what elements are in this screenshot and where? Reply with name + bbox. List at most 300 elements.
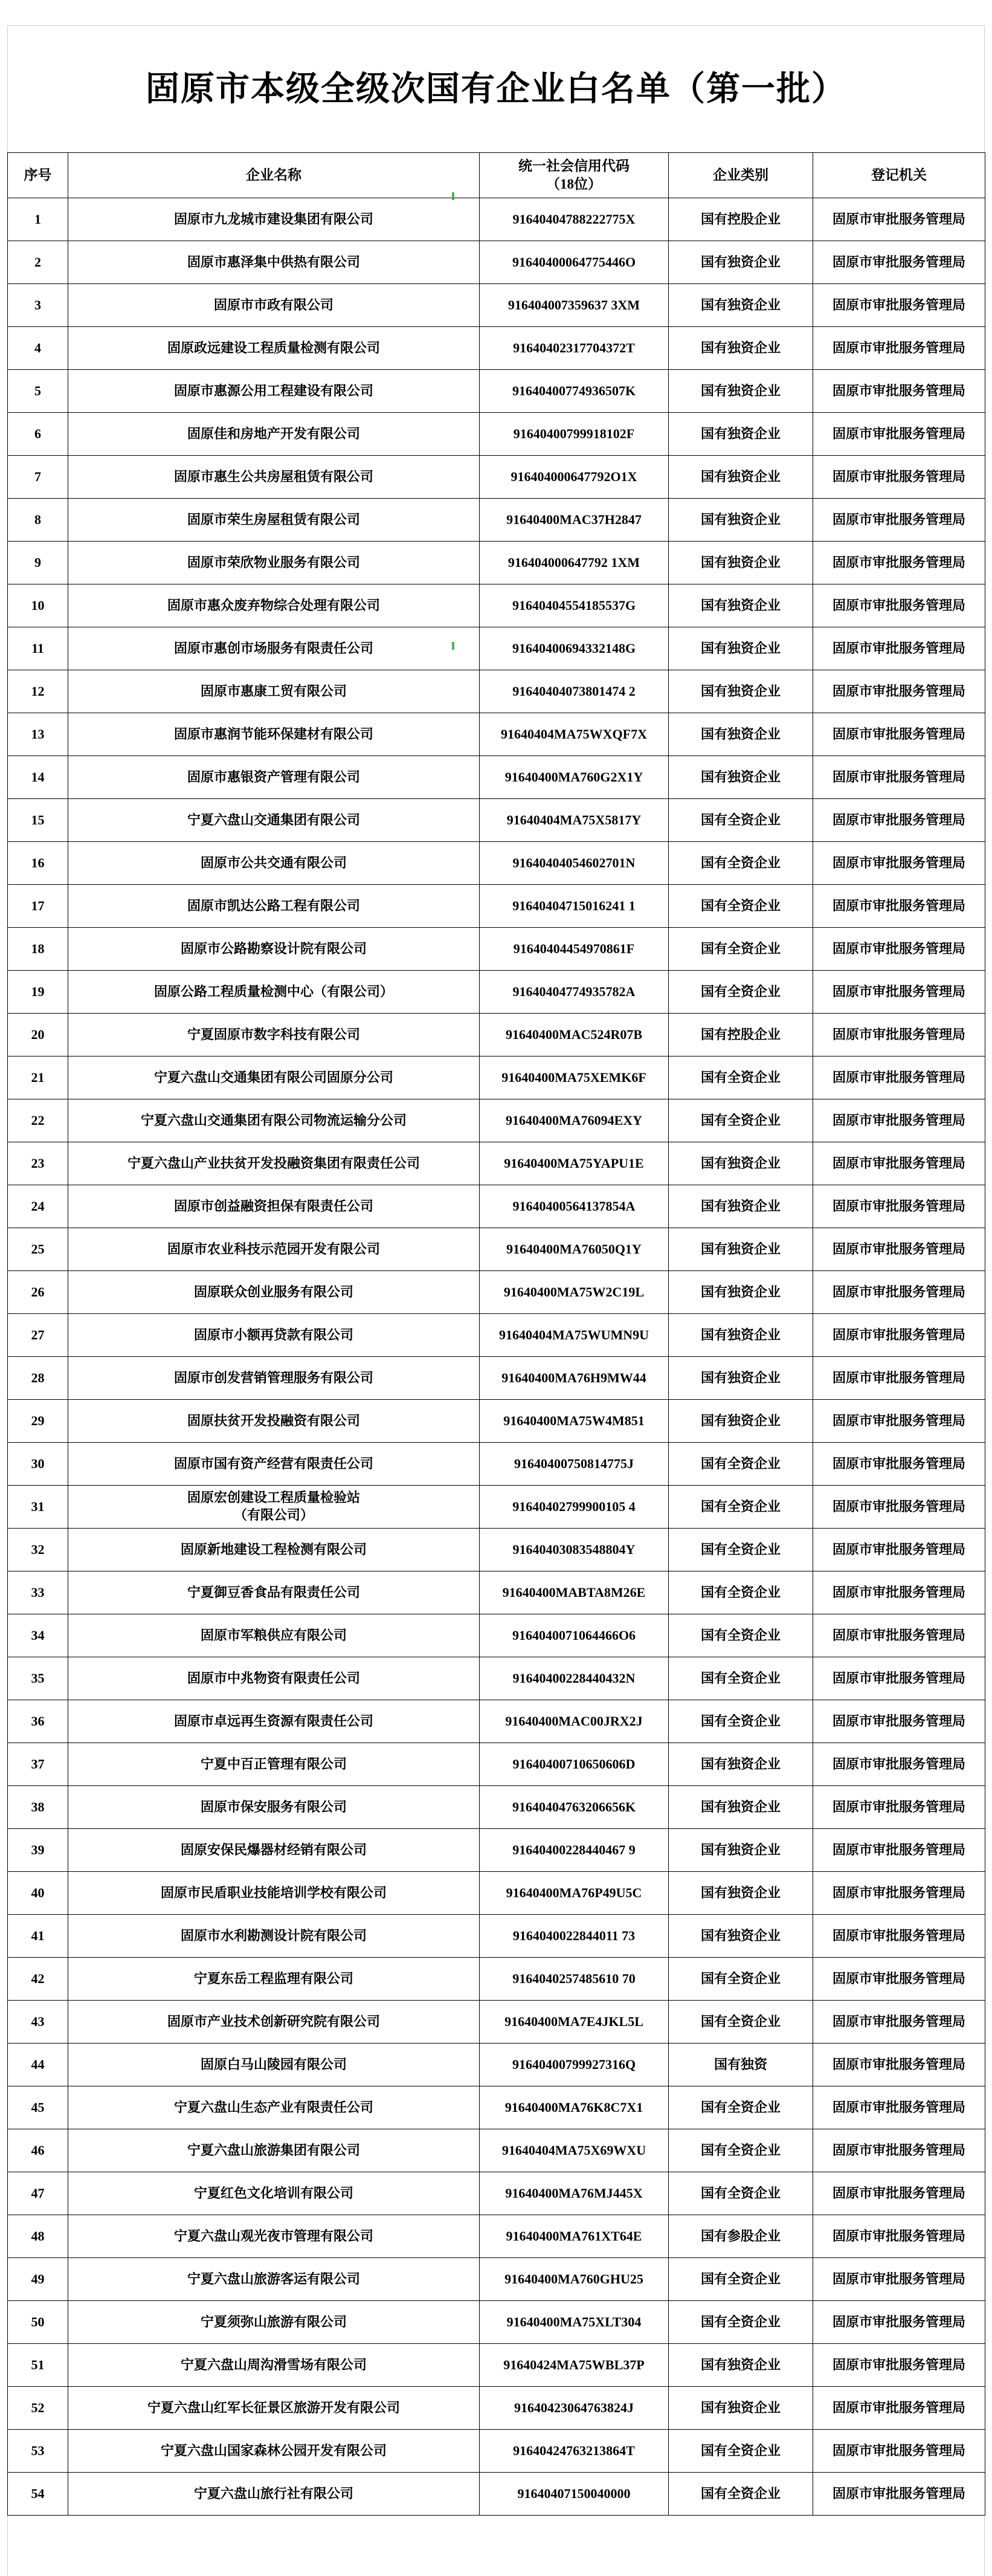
cell-registration-authority: 固原市审批服务管理局 [813,241,985,283]
cell-enterprise-name: 宁夏六盘山交通集团有限公司 [68,798,480,841]
cell-enterprise-name: 宁夏六盘山交通集团有限公司物流运输分公司 [68,1099,480,1142]
cell-registration-authority: 固原市审批服务管理局 [813,2429,985,2472]
cell-credit-code: 91640400MA76H9MW44 [480,1356,669,1399]
table-row [8,884,985,927]
cell-credit-code: 91640400799927316Q [480,2043,669,2086]
cell-credit-code: 91640400064775446O [480,241,669,283]
cell-registration-authority: 固原市审批服务管理局 [813,1571,985,1614]
cell-credit-code: 91640400MABTA8M26E [480,1571,669,1614]
cell-enterprise-name: 宁夏六盘山旅行社有限公司 [68,2472,480,2515]
table-row [8,2172,985,2215]
cell-credit-code: 91640402799900105 4 [480,1485,669,1528]
cell-enterprise-name: 宁夏六盘山产业扶贫开发投融资集团有限责任公司 [68,1142,480,1185]
cell-registration-authority: 固原市审批服务管理局 [813,455,985,498]
cell-credit-code: 91640404554185537G [480,584,669,627]
cell-registration-authority: 固原市审批服务管理局 [813,756,985,798]
table-header-row [8,152,985,198]
table-row [8,283,985,326]
cell-enterprise-name: 固原市惠银资产管理有限公司 [68,756,480,798]
table-row [8,1313,985,1356]
cell-registration-authority: 固原市审批服务管理局 [813,2086,985,2129]
cell-registration-authority: 固原市审批服务管理局 [813,1313,985,1356]
cell-registration-authority: 固原市审批服务管理局 [813,1099,985,1142]
table-header [8,152,985,198]
column-header-credit-code-line1: 统一社会信用代码 [518,158,630,174]
cell-index: 37 [8,1743,68,1785]
cell-enterprise-type: 国有独资 [669,2043,813,2086]
table-row [8,1743,985,1785]
cell-index: 45 [8,2086,68,2129]
cell-enterprise-name: 固原市惠泽集中供热有限公司 [68,241,480,283]
cell-index: 10 [8,584,68,627]
cell-credit-code: 91640400MA760GHU25 [480,2257,669,2300]
cell-index: 49 [8,2257,68,2300]
cell-registration-authority: 固原市审批服务管理局 [813,326,985,369]
column-header-credit-code-line2: （18位） [546,176,602,192]
cell-credit-code: 9164040257485610 70 [480,1957,669,2000]
table-row [8,455,985,498]
cell-registration-authority: 固原市审批服务管理局 [813,1700,985,1743]
cell-credit-code: 91640404715016241 1 [480,884,669,927]
table-row [8,2472,985,2515]
table-row [8,1485,985,1528]
cell-enterprise-type: 国有独资企业 [669,455,813,498]
column-header-enterprise-type: 企业类别 [669,152,813,198]
cell-enterprise-name: 固原市惠众废弃物综合处理有限公司 [68,584,480,627]
table-row [8,1785,985,1828]
cell-enterprise-name: 固原市卓远再生资源有限责任公司 [68,1700,480,1743]
cell-registration-authority: 固原市审批服务管理局 [813,2172,985,2215]
cell-enterprise-type: 国有独资企业 [669,498,813,541]
cell-registration-authority: 固原市审批服务管理局 [813,1056,985,1099]
cell-enterprise-type: 国有独资企业 [669,1914,813,1957]
cell-index: 5 [8,369,68,412]
cell-registration-authority: 固原市审批服务管理局 [813,584,985,627]
cell-index: 38 [8,1785,68,1828]
cell-credit-code: 91640402317704372T [480,326,669,369]
cell-enterprise-type: 国有独资企业 [669,1356,813,1399]
cell-index: 23 [8,1142,68,1185]
cell-registration-authority: 固原市审批服务管理局 [813,841,985,884]
cell-enterprise-name: 固原市惠源公用工程建设有限公司 [68,369,480,412]
cell-index: 28 [8,1356,68,1399]
cell-enterprise-name: 宁夏六盘山周沟滑雪场有限公司 [68,2343,480,2386]
cell-credit-code: 91640423064763824J [480,2386,669,2429]
cell-enterprise-name [68,1485,480,1528]
cell-enterprise-name: 固原市水利勘测设计院有限公司 [68,1914,480,1957]
cell-index: 46 [8,2129,68,2172]
cell-registration-authority: 固原市审批服务管理局 [813,2043,985,2086]
cell-index: 29 [8,1399,68,1442]
cell-enterprise-type: 国有全资企业 [669,1614,813,1657]
cell-enterprise-type: 国有控股企业 [669,198,813,241]
cell-index: 14 [8,756,68,798]
cell-enterprise-name: 宁夏六盘山观光夜市管理有限公司 [68,2215,480,2257]
cell-enterprise-name: 宁夏六盘山国家森林公园开发有限公司 [68,2429,480,2472]
cell-credit-code: 916404000647792 1XM [480,541,669,584]
cell-credit-code: 91640400MA761XT64E [480,2215,669,2257]
cell-registration-authority: 固原市审批服务管理局 [813,627,985,670]
cell-registration-authority: 固原市审批服务管理局 [813,1228,985,1270]
cell-enterprise-name: 宁夏六盘山交通集团有限公司固原分公司 [68,1056,480,1099]
cell-index: 20 [8,1013,68,1056]
table-row [8,1228,985,1270]
cell-index: 36 [8,1700,68,1743]
table-row [8,2215,985,2257]
cell-credit-code: 91640403083548804Y [480,1528,669,1571]
table-row [8,584,985,627]
cell-credit-code: 91640404MA75X69WXU [480,2129,669,2172]
cell-enterprise-type: 国有控股企业 [669,1013,813,1056]
cell-registration-authority: 固原市审批服务管理局 [813,1614,985,1657]
cell-index: 51 [8,2343,68,2386]
cell-enterprise-name: 固原佳和房地产开发有限公司 [68,412,480,455]
title-block [0,0,992,152]
cell-registration-authority: 固原市审批服务管理局 [813,541,985,584]
table-row [8,1356,985,1399]
cell-enterprise-name: 固原市荣欣物业服务有限公司 [68,541,480,584]
cell-enterprise-type: 国有独资企业 [669,541,813,584]
table-row [8,326,985,369]
cell-credit-code: 91640400774936507K [480,369,669,412]
cell-credit-code: 91640404774935782A [480,970,669,1013]
cell-enterprise-name: 固原联众创业服务有限公司 [68,1270,480,1313]
cell-enterprise-type: 国有全资企业 [669,1528,813,1571]
cell-enterprise-type: 国有独资企业 [669,1185,813,1228]
cell-registration-authority: 固原市审批服务管理局 [813,498,985,541]
cell-enterprise-name: 固原市军粮供应有限公司 [68,1614,480,1657]
cell-enterprise-type: 国有全资企业 [669,1442,813,1485]
cell-enterprise-name: 固原市小额再贷款有限公司 [68,1313,480,1356]
cell-enterprise-type: 国有独资企业 [669,1399,813,1442]
cell-enterprise-name: 固原扶贫开发投融资有限公司 [68,1399,480,1442]
cell-enterprise-type: 国有参股企业 [669,2215,813,2257]
cell-registration-authority: 固原市审批服务管理局 [813,2386,985,2429]
cell-enterprise-type: 国有全资企业 [669,884,813,927]
cell-enterprise-name: 固原市公共交通有限公司 [68,841,480,884]
cell-credit-code: 91640400MA760G2X1Y [480,756,669,798]
cell-index: 11 [8,627,68,670]
cell-enterprise-type: 国有独资企业 [669,756,813,798]
cell-index: 18 [8,927,68,970]
table-row [8,1142,985,1185]
cell-credit-code: 91640404MA75X5817Y [480,798,669,841]
cell-index: 50 [8,2300,68,2343]
cell-index: 53 [8,2429,68,2472]
cell-enterprise-name: 固原市国有资产经营有限责任公司 [68,1442,480,1485]
cell-index: 2 [8,241,68,283]
cell-enterprise-type: 国有全资企业 [669,970,813,1013]
cell-enterprise-name: 固原市产业技术创新研究院有限公司 [68,2000,480,2043]
cell-registration-authority: 固原市审批服务管理局 [813,798,985,841]
cell-enterprise-name: 固原市凯达公路工程有限公司 [68,884,480,927]
cell-enterprise-name: 宁夏御豆香食品有限责任公司 [68,1571,480,1614]
table-row [8,1828,985,1871]
cell-enterprise-name-line2: （有限公司） [233,1507,314,1523]
table-row [8,369,985,412]
cell-enterprise-name: 宁夏红色文化培训有限公司 [68,2172,480,2215]
cell-credit-code: 91640400MA7E4JKL5L [480,2000,669,2043]
table-row [8,713,985,756]
table-row [8,2386,985,2429]
cell-registration-authority: 固原市审批服务管理局 [813,2000,985,2043]
cell-index: 48 [8,2215,68,2257]
cell-index: 41 [8,1914,68,1957]
cell-enterprise-type: 国有独资企业 [669,326,813,369]
table-row [8,1871,985,1914]
table-row [8,1185,985,1228]
cell-index: 42 [8,1957,68,2000]
table-row [8,198,985,241]
cell-registration-authority: 固原市审批服务管理局 [813,1442,985,1485]
cell-index: 31 [8,1485,68,1528]
cell-enterprise-type: 国有全资企业 [669,1571,813,1614]
enterprise-whitelist-table [7,152,985,2516]
table-row [8,2086,985,2129]
cell-index: 3 [8,283,68,326]
cell-enterprise-name: 固原市惠润节能环保建材有限公司 [68,713,480,756]
cell-index: 33 [8,1571,68,1614]
table-row [8,2257,985,2300]
cell-enterprise-type: 国有全资企业 [669,1700,813,1743]
table-row [8,841,985,884]
cell-enterprise-name: 固原市荣生房屋租赁有限公司 [68,498,480,541]
cell-enterprise-name: 固原市市政有限公司 [68,283,480,326]
cell-registration-authority: 固原市审批服务管理局 [813,2129,985,2172]
cell-registration-authority: 固原市审批服务管理局 [813,1957,985,2000]
cell-index: 7 [8,455,68,498]
cell-credit-code: 916404007359637 3XM [480,283,669,326]
cell-enterprise-type: 国有全资企业 [669,2172,813,2215]
cell-registration-authority: 固原市审批服务管理局 [813,2215,985,2257]
cell-credit-code: 91640400564137854A [480,1185,669,1228]
page-title: 固原市本级全级次国有企业白名单（第一批） [146,71,846,108]
cell-credit-code: 91640400750814775J [480,1442,669,1485]
cell-enterprise-name: 宁夏东岳工程监理有限公司 [68,1957,480,2000]
cell-enterprise-type: 国有独资企业 [669,584,813,627]
cell-registration-authority: 固原市审批服务管理局 [813,1270,985,1313]
cell-credit-code: 91640424MA75WBL37P [480,2343,669,2386]
table-row [8,2129,985,2172]
cell-registration-authority: 固原市审批服务管理局 [813,670,985,713]
cell-enterprise-name: 宁夏六盘山旅游集团有限公司 [68,2129,480,2172]
cell-enterprise-type: 国有全资企业 [669,1099,813,1142]
cell-index: 39 [8,1828,68,1871]
cell-registration-authority: 固原市审批服务管理局 [813,283,985,326]
cell-index: 35 [8,1657,68,1700]
cell-enterprise-name: 固原市中兆物资有限责任公司 [68,1657,480,1700]
cell-enterprise-type: 国有独资企业 [669,369,813,412]
table-row [8,1270,985,1313]
cell-index: 4 [8,326,68,369]
table-row [8,1571,985,1614]
cell-enterprise-type: 国有全资企业 [669,2429,813,2472]
cell-enterprise-type: 国有独资企业 [669,670,813,713]
cell-enterprise-type: 国有独资企业 [669,1743,813,1785]
cell-enterprise-name: 固原市民盾职业技能培训学校有限公司 [68,1871,480,1914]
cell-enterprise-name: 固原公路工程质量检测中心（有限公司） [68,970,480,1013]
column-header-index: 序号 [8,152,68,198]
cell-index: 22 [8,1099,68,1142]
cell-registration-authority: 固原市审批服务管理局 [813,1828,985,1871]
cell-index: 24 [8,1185,68,1228]
table-row [8,2300,985,2343]
cell-index: 32 [8,1528,68,1571]
cell-registration-authority: 固原市审批服务管理局 [813,1528,985,1571]
cell-enterprise-type: 国有全资企业 [669,1657,813,1700]
cell-registration-authority: 固原市审批服务管理局 [813,970,985,1013]
cell-enterprise-name: 宁夏须弥山旅游有限公司 [68,2300,480,2343]
cell-enterprise-type: 国有独资企业 [669,1270,813,1313]
cell-enterprise-type: 国有全资企业 [669,2300,813,2343]
cell-credit-code: 91640400MA76K8C7X1 [480,2086,669,2129]
cell-enterprise-name: 宁夏中百正管理有限公司 [68,1743,480,1785]
table-row [8,1957,985,2000]
table-row [8,1914,985,1957]
column-header-name: 企业名称 [68,152,480,198]
cell-index: 15 [8,798,68,841]
table-row [8,2043,985,2086]
cell-registration-authority: 固原市审批服务管理局 [813,1914,985,1957]
cell-credit-code: 91640404MA75WXQF7X [480,713,669,756]
cell-registration-authority: 固原市审批服务管理局 [813,1743,985,1785]
column-header-registration-authority: 登记机关 [813,152,985,198]
cell-enterprise-type: 国有独资企业 [669,1785,813,1828]
cell-enterprise-type: 国有全资企业 [669,798,813,841]
cell-credit-code: 91640400MA75YAPU1E [480,1142,669,1185]
cell-credit-code: 91640400MAC00JRX2J [480,1700,669,1743]
cell-credit-code: 91640400MA75W4M851 [480,1399,669,1442]
cell-enterprise-type: 国有独资企业 [669,2386,813,2429]
cell-credit-code: 91640404073801474 2 [480,670,669,713]
cell-enterprise-name-line1: 固原宏创建设工程质量检验站 [187,1490,360,1506]
table-body [8,198,985,2515]
table-row [8,541,985,584]
cell-index: 16 [8,841,68,884]
cell-credit-code: 91640400MA75XLT304 [480,2300,669,2343]
cell-index: 30 [8,1442,68,1485]
cell-registration-authority: 固原市审批服务管理局 [813,713,985,756]
cell-registration-authority: 固原市审批服务管理局 [813,369,985,412]
table-row [8,970,985,1013]
cell-credit-code: 91640424763213864T [480,2429,669,2472]
cell-index: 34 [8,1614,68,1657]
cell-index: 1 [8,198,68,241]
cell-credit-code: 91640400MAC37H2847 [480,498,669,541]
cell-enterprise-type: 国有独资企业 [669,1228,813,1270]
cell-registration-authority: 固原市审批服务管理局 [813,2472,985,2515]
cell-index: 25 [8,1228,68,1270]
cell-registration-authority: 固原市审批服务管理局 [813,1356,985,1399]
cell-registration-authority: 固原市审批服务管理局 [813,1785,985,1828]
cell-index: 27 [8,1313,68,1356]
cell-index: 9 [8,541,68,584]
cell-index: 26 [8,1270,68,1313]
cell-registration-authority: 固原市审批服务管理局 [813,1142,985,1185]
cell-enterprise-type: 国有全资企业 [669,927,813,970]
cell-registration-authority: 固原市审批服务管理局 [813,1485,985,1528]
cell-credit-code: 91640400MAC524R07B [480,1013,669,1056]
cell-registration-authority: 固原市审批服务管理局 [813,1399,985,1442]
table-row [8,1700,985,1743]
table-row [8,2343,985,2386]
table-row [8,756,985,798]
cell-index: 40 [8,1871,68,1914]
column-header-credit-code [480,152,669,198]
cell-enterprise-name: 固原市九龙城市建设集团有限公司 [68,198,480,241]
cell-credit-code: 91640404763206656K [480,1785,669,1828]
table-row [8,1099,985,1142]
cell-enterprise-name: 固原市农业科技示范园开发有限公司 [68,1228,480,1270]
cell-registration-authority: 固原市审批服务管理局 [813,198,985,241]
table-row [8,1528,985,1571]
cell-enterprise-name: 固原市创发营销管理服务有限公司 [68,1356,480,1399]
cell-enterprise-name: 固原白马山陵园有限公司 [68,2043,480,2086]
cell-credit-code: 91640400MA75XEMK6F [480,1056,669,1099]
table-row [8,1013,985,1056]
cell-registration-authority: 固原市审批服务管理局 [813,927,985,970]
cell-registration-authority: 固原市审批服务管理局 [813,2300,985,2343]
cell-credit-code: 91640400710650606D [480,1743,669,1785]
cell-enterprise-type: 国有独资企业 [669,412,813,455]
cell-enterprise-type: 国有全资企业 [669,2257,813,2300]
cell-index: 47 [8,2172,68,2215]
cell-enterprise-type: 国有全资企业 [669,1485,813,1528]
table-row [8,1614,985,1657]
cell-registration-authority: 固原市审批服务管理局 [813,884,985,927]
cell-enterprise-name: 固原市创益融资担保有限责任公司 [68,1185,480,1228]
cell-credit-code: 91640400228440432N [480,1657,669,1700]
cell-credit-code: 91640404MA75WUMN9U [480,1313,669,1356]
cell-enterprise-type: 国有全资企业 [669,2000,813,2043]
cell-index: 19 [8,970,68,1013]
cell-registration-authority: 固原市审批服务管理局 [813,2257,985,2300]
cell-index: 13 [8,713,68,756]
cell-enterprise-name: 宁夏六盘山生态产业有限责任公司 [68,2086,480,2129]
cell-credit-code: 91640404054602701N [480,841,669,884]
cell-enterprise-type: 国有独资企业 [669,627,813,670]
cell-registration-authority: 固原市审批服务管理局 [813,1871,985,1914]
cell-enterprise-name: 宁夏六盘山红军长征景区旅游开发有限公司 [68,2386,480,2429]
cell-credit-code: 9164040022844011 73 [480,1914,669,1957]
cell-enterprise-name: 固原政远建设工程质量检测有限公司 [68,326,480,369]
cell-index: 12 [8,670,68,713]
cell-index: 8 [8,498,68,541]
table-row [8,412,985,455]
cell-registration-authority: 固原市审批服务管理局 [813,412,985,455]
cell-registration-authority: 固原市审批服务管理局 [813,1013,985,1056]
cell-enterprise-type: 国有全资企业 [669,2129,813,2172]
cell-index: 44 [8,2043,68,2086]
cell-enterprise-name: 固原市惠创市场服务有限责任公司 [68,627,480,670]
table-row [8,670,985,713]
cell-enterprise-name: 宁夏六盘山旅游客运有限公司 [68,2257,480,2300]
cell-enterprise-type: 国有全资企业 [669,1056,813,1099]
cell-enterprise-name: 固原市保安服务有限公司 [68,1785,480,1828]
table-row [8,2000,985,2043]
table-row [8,798,985,841]
cell-enterprise-type: 国有独资企业 [669,1313,813,1356]
cell-registration-authority: 固原市审批服务管理局 [813,1185,985,1228]
cell-enterprise-name: 固原新地建设工程检测有限公司 [68,1528,480,1571]
cell-credit-code: 91640400799918102F [480,412,669,455]
cell-credit-code: 91640400MA76050Q1Y [480,1228,669,1270]
cell-enterprise-type: 国有独资企业 [669,1828,813,1871]
table-row [8,927,985,970]
table-row [8,1056,985,1099]
cell-enterprise-name: 固原安保民爆器材经销有限公司 [68,1828,480,1871]
cell-index: 43 [8,2000,68,2043]
